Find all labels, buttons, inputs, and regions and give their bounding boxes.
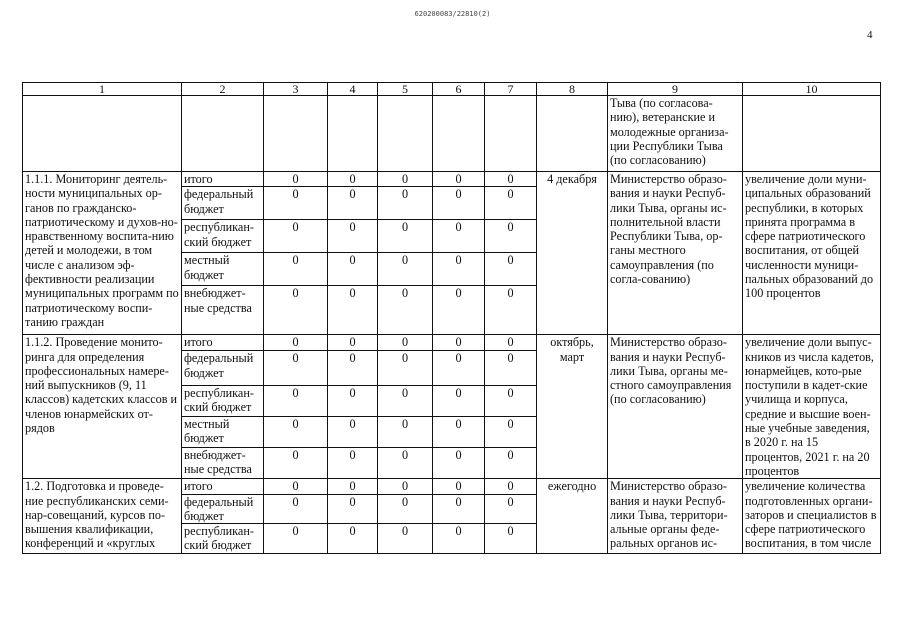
result-cell: увеличение доли выпус-кников из числа кадетов, юнармейцев, кото-рые поступили в кадет-ские училища и корпуса, средние и высшие воен-ные учебные заведения, в 2020 г. на 15 процентов, 2021 г. на 20 процентов bbox=[743, 335, 881, 479]
amount-cell: 0 bbox=[378, 253, 433, 286]
table-row bbox=[23, 335, 881, 351]
table-row bbox=[23, 479, 881, 494]
amount-cell: 0 bbox=[378, 286, 433, 335]
amount-cell: 0 bbox=[328, 448, 378, 479]
amount-cell: 0 bbox=[485, 479, 537, 494]
deadline-cell: ежегодно bbox=[537, 479, 608, 553]
amount-cell: 0 bbox=[328, 351, 378, 386]
amount-cell: 0 bbox=[433, 448, 485, 479]
amount-cell: 0 bbox=[264, 253, 328, 286]
amount-cell: 0 bbox=[378, 494, 433, 524]
result-cell: увеличение доли муни-ципальных образований республики, в которых принята программа в сфере патриотического воспитания, от общей численности муници-пальных образований до 100 процентов bbox=[743, 172, 881, 335]
empty-cell bbox=[433, 96, 485, 172]
executor-cell: Тыва (по согласова-нию), ветеранские и молодежные организа-ции Республики Тыва (по согласованию) bbox=[608, 96, 743, 172]
amount-cell: 0 bbox=[328, 417, 378, 448]
funding-source-cell: итого bbox=[182, 479, 264, 494]
amount-cell: 0 bbox=[433, 494, 485, 524]
empty-cell bbox=[23, 96, 182, 172]
amount-cell: 0 bbox=[485, 351, 537, 386]
empty-cell bbox=[485, 96, 537, 172]
amount-cell: 0 bbox=[378, 172, 433, 187]
amount-cell: 0 bbox=[485, 524, 537, 554]
amount-cell: 0 bbox=[485, 494, 537, 524]
header-cell: 4 bbox=[328, 83, 378, 96]
funding-source-cell: республикан-ский бюджет bbox=[182, 386, 264, 417]
header-cell: 6 bbox=[433, 83, 485, 96]
amount-cell: 0 bbox=[485, 417, 537, 448]
amount-cell: 0 bbox=[264, 286, 328, 335]
header-cell: 8 bbox=[537, 83, 608, 96]
header-cell: 1 bbox=[23, 83, 182, 96]
amount-cell: 0 bbox=[328, 286, 378, 335]
header-cell: 2 bbox=[182, 83, 264, 96]
amount-cell: 0 bbox=[264, 172, 328, 187]
funding-source-cell: итого bbox=[182, 335, 264, 351]
amount-cell: 0 bbox=[433, 187, 485, 220]
funding-source-cell: итого bbox=[182, 172, 264, 187]
amount-cell: 0 bbox=[433, 335, 485, 351]
amount-cell: 0 bbox=[485, 386, 537, 417]
amount-cell: 0 bbox=[485, 172, 537, 187]
amount-cell: 0 bbox=[485, 286, 537, 335]
amount-cell: 0 bbox=[378, 448, 433, 479]
amount-cell: 0 bbox=[328, 524, 378, 554]
amount-cell: 0 bbox=[433, 286, 485, 335]
header-cell: 5 bbox=[378, 83, 433, 96]
funding-source-cell: республикан-ский бюджет bbox=[182, 220, 264, 253]
empty-cell bbox=[743, 96, 881, 172]
amount-cell: 0 bbox=[485, 335, 537, 351]
amount-cell: 0 bbox=[328, 187, 378, 220]
executor-cell: Министерство образо-вания и науки Респуб-лики Тыва, органы ис-полнительной власти Республики Тыва, ор-ганы местного самоуправления (по согла-сованию) bbox=[608, 172, 743, 335]
amount-cell: 0 bbox=[378, 386, 433, 417]
amount-cell: 0 bbox=[328, 479, 378, 494]
amount-cell: 0 bbox=[485, 253, 537, 286]
funding-source-cell: федеральный бюджет bbox=[182, 351, 264, 386]
activity-title-cell: 1.2. Подготовка и проведе-ние республиканских семи-нар-совещаний, курсов по-вышения квалификации, конференций и «круглых bbox=[23, 479, 182, 553]
header-cell: 3 bbox=[264, 83, 328, 96]
amount-cell: 0 bbox=[264, 220, 328, 253]
amount-cell: 0 bbox=[378, 187, 433, 220]
amount-cell: 0 bbox=[378, 351, 433, 386]
continuation-row bbox=[23, 96, 881, 172]
funding-source-cell: внебюджет-ные средства bbox=[182, 286, 264, 335]
funding-source-cell: внебюджет-ные средства bbox=[182, 448, 264, 479]
amount-cell: 0 bbox=[328, 220, 378, 253]
empty-cell bbox=[537, 96, 608, 172]
funding-source-cell: федеральный бюджет bbox=[182, 494, 264, 524]
header-cell: 10 bbox=[743, 83, 881, 96]
amount-cell: 0 bbox=[433, 253, 485, 286]
page-number: 4 bbox=[867, 29, 873, 41]
amount-cell: 0 bbox=[378, 417, 433, 448]
executor-cell: Министерство образо-вания и науки Респуб-лики Тыва, территори-альные органы феде-ральных органов ис- bbox=[608, 479, 743, 553]
header-row bbox=[23, 83, 881, 96]
amount-cell: 0 bbox=[378, 524, 433, 554]
activity-title-cell: 1.1.2. Проведение монито-ринга для определения профессиональных намере-ний выпускников (9, 11 классов) кадетских классов и членов юнармейских от-рядов bbox=[23, 335, 182, 479]
program-table bbox=[22, 82, 881, 554]
amount-cell: 0 bbox=[485, 448, 537, 479]
amount-cell: 0 bbox=[264, 524, 328, 554]
amount-cell: 0 bbox=[433, 220, 485, 253]
amount-cell: 0 bbox=[328, 172, 378, 187]
amount-cell: 0 bbox=[264, 386, 328, 417]
header-cell: 7 bbox=[485, 83, 537, 96]
deadline-cell: октябрь, март bbox=[537, 335, 608, 479]
funding-source-cell: местный бюджет bbox=[182, 253, 264, 286]
amount-cell: 0 bbox=[485, 187, 537, 220]
amount-cell: 0 bbox=[433, 417, 485, 448]
amount-cell: 0 bbox=[433, 479, 485, 494]
amount-cell: 0 bbox=[264, 479, 328, 494]
header-cell: 9 bbox=[608, 83, 743, 96]
amount-cell: 0 bbox=[328, 253, 378, 286]
amount-cell: 0 bbox=[264, 187, 328, 220]
document-id: 620200083/22810(2) bbox=[414, 10, 491, 18]
empty-cell bbox=[182, 96, 264, 172]
amount-cell: 0 bbox=[264, 351, 328, 386]
amount-cell: 0 bbox=[378, 335, 433, 351]
amount-cell: 0 bbox=[378, 220, 433, 253]
amount-cell: 0 bbox=[433, 172, 485, 187]
amount-cell: 0 bbox=[433, 386, 485, 417]
deadline-cell: 4 декабря bbox=[537, 172, 608, 335]
executor-cell: Министерство образо-вания и науки Респуб-лики Тыва, органы ме-стного самоуправления (по согласованию) bbox=[608, 335, 743, 479]
amount-cell: 0 bbox=[264, 448, 328, 479]
empty-cell bbox=[264, 96, 328, 172]
amount-cell: 0 bbox=[264, 494, 328, 524]
table-row bbox=[23, 172, 881, 187]
amount-cell: 0 bbox=[433, 524, 485, 554]
funding-source-cell: республикан-ский бюджет bbox=[182, 524, 264, 554]
amount-cell: 0 bbox=[378, 479, 433, 494]
empty-cell bbox=[328, 96, 378, 172]
amount-cell: 0 bbox=[433, 351, 485, 386]
amount-cell: 0 bbox=[264, 417, 328, 448]
amount-cell: 0 bbox=[264, 335, 328, 351]
amount-cell: 0 bbox=[328, 494, 378, 524]
result-cell: увеличение количества подготовленных органи-заторов и специалистов в сфере патриотического воспитания, в том числе bbox=[743, 479, 881, 553]
amount-cell: 0 bbox=[485, 220, 537, 253]
funding-source-cell: федеральный бюджет bbox=[182, 187, 264, 220]
empty-cell bbox=[378, 96, 433, 172]
amount-cell: 0 bbox=[328, 335, 378, 351]
amount-cell: 0 bbox=[328, 386, 378, 417]
activity-title-cell: 1.1.1. Мониторинг деятель-ности муниципальных ор-ганов по гражданско-патриотическому и духов-но-нравственному воспита-нию детей и молодежи, в том числе с анализом эф-фективности реализации муниципальных программ по патриотическому воспи-танию граждан bbox=[23, 172, 182, 335]
funding-source-cell: местный бюджет bbox=[182, 417, 264, 448]
